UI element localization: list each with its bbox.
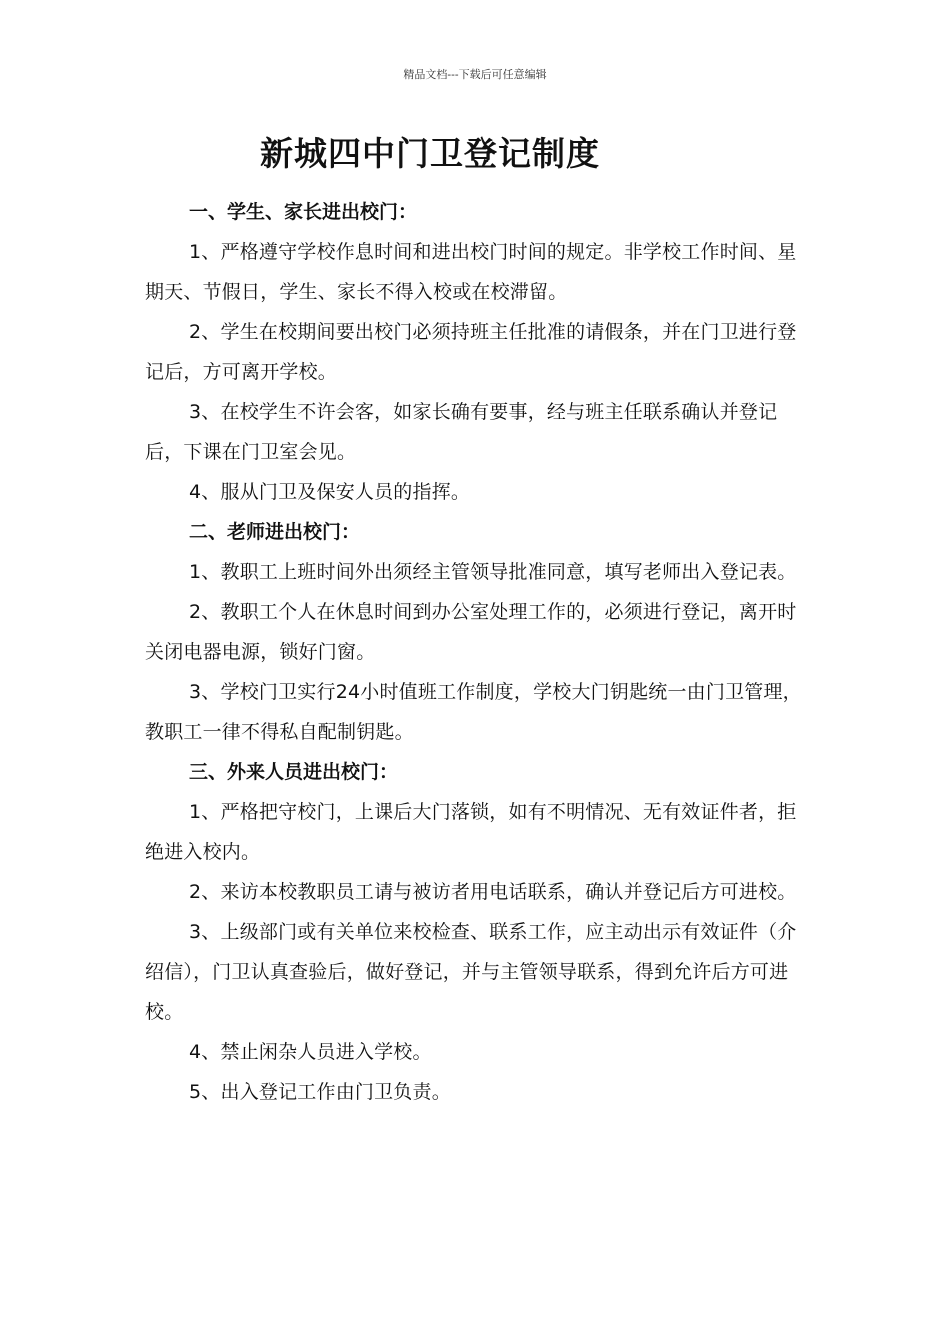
paragraph: 2、教职工个人在休息时间到办公室处理工作的，必须进行登记，离开时关闭电器电源，锁好门窗。 [145, 601, 797, 663]
section-teachers [145, 512, 813, 752]
header-note: 精品文档---下载后可任意编辑 [403, 68, 547, 81]
section-heading: 三、外来人员进出校门： [189, 761, 399, 783]
section-heading: 一、学生、家长进出校门： [189, 201, 418, 223]
section-heading: 二、老师进出校门： [189, 521, 361, 543]
paragraph: 1、教职工上班时间外出须经主管领导批准同意，填写老师出入登记表。 [189, 561, 797, 583]
document-body [145, 192, 813, 1112]
paragraph: 4、禁止闲杂人员进入学校。 [189, 1041, 432, 1063]
document-title: 新城四中门卫登记制度 [260, 134, 600, 173]
paragraph: 5、出入登记工作由门卫负责。 [189, 1081, 451, 1103]
paragraph: 3、上级部门或有关单位来校检查、联系工作，应主动出示有效证件（介绍信），门卫认真查验后，做好登记，并与主管领导联系，得到允许后方可进校。 [145, 921, 797, 1023]
section-students-parents [145, 192, 813, 512]
paragraph: 4、服从门卫及保安人员的指挥。 [189, 481, 471, 503]
paragraph: 1、严格把守校门，上课后大门落锁，如有不明情况、无有效证件者，拒绝进入校内。 [145, 801, 797, 863]
paragraph: 3、在校学生不许会客，如家长确有要事，经与班主任联系确认并登记后，下课在门卫室会见。 [145, 401, 778, 463]
paragraph: 3、学校门卫实行24小时值班工作制度，学校大门钥匙统一由门卫管理，教职工一律不得私自配制钥匙。 [145, 681, 802, 743]
paragraph: 1、严格遵守学校作息时间和进出校门时间的规定。非学校工作时间、星期天、节假日，学生、家长不得入校或在校滞留。 [145, 241, 797, 303]
paragraph: 2、学生在校期间要出校门必须持班主任批准的请假条，并在门卫进行登记后，方可离开学校。 [145, 321, 797, 383]
section-visitors [145, 752, 813, 1112]
paragraph: 2、来访本校教职员工请与被访者用电话联系，确认并登记后方可进校。 [189, 881, 797, 903]
